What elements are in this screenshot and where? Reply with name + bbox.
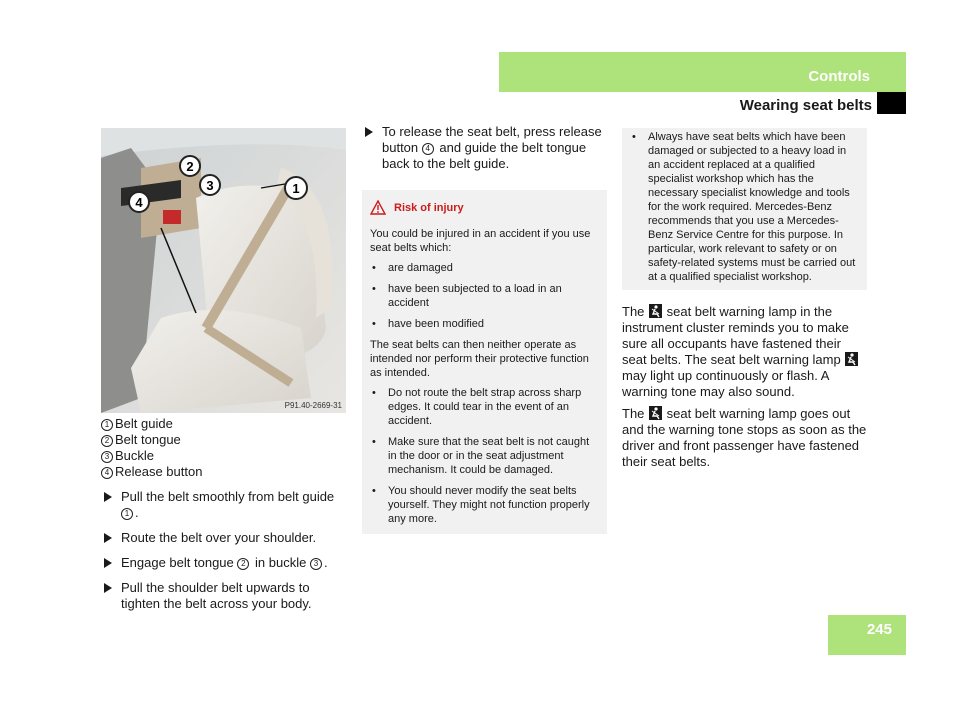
section-title: Controls (808, 68, 870, 85)
step-item (362, 124, 607, 172)
column-3 (622, 128, 867, 470)
legend-text: Release button (115, 464, 203, 479)
arrow-right-icon (104, 583, 112, 593)
legend-item (101, 464, 351, 480)
header-marker (877, 92, 906, 114)
legend (101, 416, 351, 480)
warning-title: Risk of injury (394, 201, 464, 214)
page-title: Wearing seat belts (739, 97, 872, 114)
photo-code: P91.40-2669-31 (284, 401, 342, 410)
list-item: • Make sure that the seat belt is not caught in the door or in the seat adjustment mechanism. It could be damaged. (372, 436, 590, 476)
list-item: • have been modified (372, 318, 485, 330)
arrow-right-icon (104, 533, 112, 543)
number-badge: 2 (237, 558, 249, 570)
list-item: • Always have seat belts which have been damaged or subjected to a heavy load in an accident replaced at a qualified specialist workshop which has the necessary specialist knowledge and tools for the work required. Mercedes-Benz recommends that you use a Mercedes-Benz Service Centre for this purpose. In particular, work relevant to safety or on safety-related systems must be carried out at a qualified specialist workshop. (632, 131, 856, 283)
column-1 (101, 416, 351, 612)
number-badge: 4 (422, 143, 434, 155)
seatbelt-warning-icon (845, 352, 858, 366)
warning-list (370, 261, 599, 331)
arrow-right-icon (365, 127, 373, 137)
warning-middle: The seat belts can then neither operate as intended nor perform their protective function as intended. (370, 339, 589, 379)
step-text: Pull the belt smoothly from belt guide (121, 489, 335, 504)
callout-3: 3 (206, 178, 214, 193)
legend-item (101, 432, 351, 448)
number-badge: 3 (310, 558, 322, 570)
paragraph: The seat belt warning lamp in the instrument cluster reminds you to make sure all occupants have fastened their seat belts. The seat belt warning lamp may light up continuously or flash. A warning tone may also sound. (622, 304, 867, 400)
page-number: 245 (866, 621, 892, 638)
number-badge: 4 (101, 467, 113, 479)
step-item (101, 530, 351, 546)
seat-belt-photo (101, 128, 346, 413)
step-item (101, 580, 351, 612)
legend-text: Belt guide (115, 416, 173, 431)
number-badge: 3 (101, 451, 113, 463)
warning-triangle-icon (370, 200, 386, 215)
arrow-right-icon (104, 492, 112, 502)
list-item: • Do not route the belt strap across sharp edges. It could tear in the event of an accident. (372, 387, 582, 427)
seatbelt-warning-icon (649, 304, 662, 318)
list-item: • You should never modify the seat belts yourself. They might not function properly any more. (372, 485, 590, 525)
legend-text: Buckle (115, 448, 155, 463)
number-badge: 1 (101, 419, 113, 431)
warning-intro: You could be injured in an accident if you use seat belts which: (370, 228, 591, 254)
legend-text: Belt tongue (115, 432, 181, 447)
step-text: . (135, 505, 139, 520)
step-text: Pull the shoulder belt upwards to tighten the belt across your body. (121, 580, 312, 611)
list-item: • have been subjected to a load in an accident (372, 283, 562, 309)
step-text: in buckle (251, 555, 310, 570)
callout-4: 4 (135, 195, 143, 210)
note-box (622, 128, 867, 290)
steps (101, 489, 351, 612)
arrow-right-icon (104, 558, 112, 568)
paragraph: The seat belt warning lamp goes out and the warning tone stops as soon as the driver and front passenger have fastened their seat belts. (622, 406, 867, 469)
warning-list (370, 386, 599, 526)
number-badge: 1 (121, 508, 133, 520)
number-badge: 2 (101, 435, 113, 447)
list-item: • are damaged (372, 262, 453, 274)
column-2 (362, 124, 607, 534)
legend-item (101, 416, 351, 432)
step-item (101, 555, 351, 571)
warning-box (362, 190, 607, 534)
step-text: Engage belt tongue (121, 555, 238, 570)
step-text: . (323, 555, 328, 570)
step-text: To release the seat belt, press release button (382, 124, 602, 155)
legend-item (101, 448, 351, 464)
step-item (101, 489, 351, 521)
callout-2: 2 (186, 159, 194, 174)
callout-1: 1 (292, 181, 300, 196)
step-text: Route the belt over your shoulder. (121, 530, 317, 545)
step-text: and guide the belt tongue back to the belt guide. (382, 140, 587, 171)
warning-header (370, 200, 599, 215)
seatbelt-warning-icon (649, 406, 662, 420)
note-text: Always have seat belts which have been damaged or subjected to a heavy load in an accident replaced at a qualified specialist workshop which has the necessary specialist knowledge and tools for the work required. Mercedes-Benz recommends that you use a Mercedes-Benz Service Centre for this purpose. In particular, work relevant to safety or on safety-related systems must be carried out at a qualified specialist workshop. (648, 131, 856, 283)
